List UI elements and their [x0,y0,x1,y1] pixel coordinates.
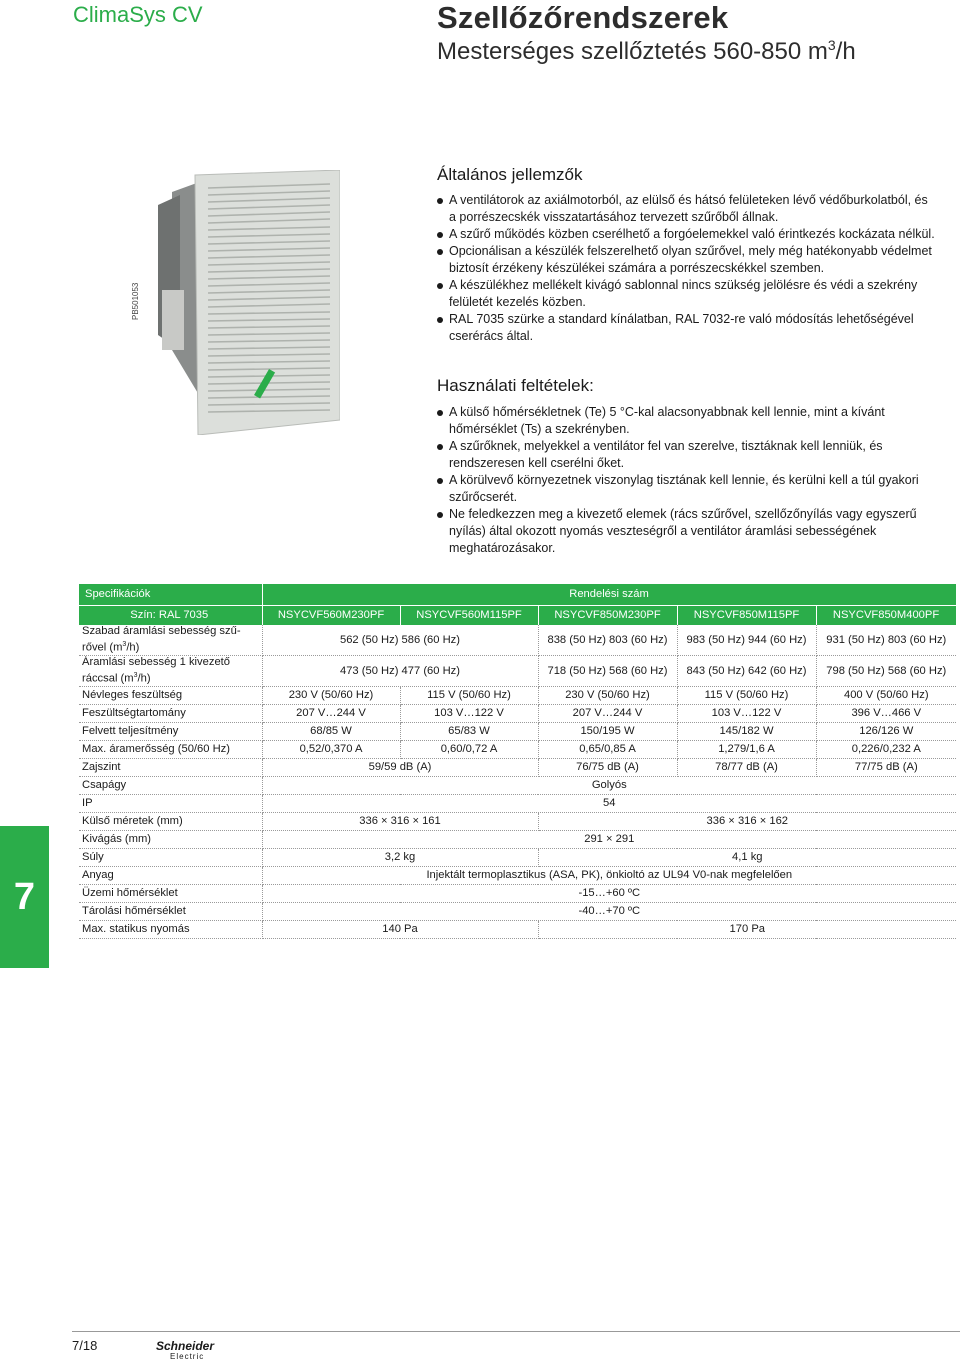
usage-heading: Használati feltételek: [437,376,594,395]
cell: 68/85 W [262,723,400,741]
row-label: Szabad áramlási sebesség szű-rővel $(m^3/h)$ [79,625,262,656]
order-header: Rendelési szám [262,584,956,606]
bullet-icon [437,283,443,289]
model-header: NSYCVF560M115PF [400,606,538,626]
list-item: A szűrő működés közben cserélhető a forgóelemekkel való érintkezés kockázata nélkül. [437,226,937,243]
table-columns-row [79,606,956,626]
cell: 65/83 W [400,723,538,741]
bullet-icon [437,512,443,518]
svg-text:Schneider: Schneider [156,1339,215,1353]
list-item: RAL 7035 szürke a standard kínálatban, RAL 7032-re való módosítás lehetőségével cserérács által. [437,311,937,345]
chapter-tab: 7 [0,826,49,968]
list-item: Opcionálisan a készülék felszerelhető olyan szűrővel, mely még hatékonyabb védelmet biztosít érzékeny készülékei számára a porrészecskékkel szemben. [437,243,937,277]
cell: 115 V (50/60 Hz) [677,687,816,705]
row-label: Üzemi hőmérséklet [79,885,262,903]
cell: 103 V…122 V [677,705,816,723]
cell: 0,52/0,370 A [262,741,400,759]
cell: 798 (50 Hz) 568 (60 Hz) [816,656,956,687]
cell: 0,65/0,85 A [538,741,677,759]
row-label: Áramlási sebesség 1 kivezető ráccsal $(m^3/h)$ [79,656,262,687]
model-header: NSYCVF850M115PF [677,606,816,626]
cell: 230 V (50/60 Hz) [262,687,400,705]
page-title: Szellőzőrendszerek [437,0,729,35]
table-row [79,741,956,759]
cell: 126/126 W [816,723,956,741]
cell: 76/75 dB (A) [538,759,677,777]
page-subtitle: Mesterséges szellőztetés 560-850 $m^3/h$ [437,37,856,65]
table-row [79,831,956,849]
row-label: Külső méretek (mm) [79,813,262,831]
table-header-row [79,584,956,606]
list-item: A ventilátorok az axiálmotorból, az elülső és hátsó felületeken lévő védőburkolatból, és a porrészecskék visszatartásához tervezett szűrőből állnak. [437,192,937,226]
table-row [79,656,956,687]
table-row [79,687,956,705]
row-label: Max. áramerősség (50/60 Hz) [79,741,262,759]
cell: 983 (50 Hz) 944 (60 Hz) [677,625,816,656]
cell: -40…+70 ºC [262,903,956,921]
cell: 140 Pa [262,921,538,939]
cell: 77/75 dB (A) [816,759,956,777]
list-item: A körülvevő környezetnek viszonylag tisztának kell lennie, és kerülni kell a túl gyakori szűrőcserét. [437,472,937,506]
row-label: IP [79,795,262,813]
cell: 4,1 kg [538,849,956,867]
cell: Injektált termoplasztikus (ASA, PK), önkioltó az UL94 V0-nak megfelelően [262,867,956,885]
cell: 54 [262,795,956,813]
photo-code: PB501053 [131,282,140,320]
page-number: 7/18 [72,1338,98,1353]
row-label: Anyag [79,867,262,885]
model-header: NSYCVF850M230PF [538,606,677,626]
cell: 59/59 dB (A) [262,759,538,777]
row-label: Névleges feszültség [79,687,262,705]
cell: Golyós [262,777,956,795]
cell: 103 V…122 V [400,705,538,723]
model-header: NSYCVF850M400PF [816,606,956,626]
cell: 931 (50 Hz) 803 (60 Hz) [816,625,956,656]
cell: 78/77 dB (A) [677,759,816,777]
bullet-icon [437,410,443,416]
row-label: Feszültségtartomány [79,705,262,723]
cell: 396 V…466 V [816,705,956,723]
list-item: Ne feledkezzen meg a kivezető elemek (rács szűrővel, szellőzőnyílás vagy egyszerű nyílás) által okozott nyomás veszteségről a ventilátor áramlási sebességének meghatározásakor. [437,506,937,557]
spec-table [79,584,957,939]
cell: 230 V (50/60 Hz) [538,687,677,705]
footer-divider [72,1331,960,1332]
table-row [79,903,956,921]
cell: -15…+60 ºC [262,885,956,903]
general-heading: Általános jellemzők [437,165,583,184]
svg-text:Electric: Electric [170,1352,205,1361]
row-label: Max. statikus nyomás [79,921,262,939]
list-item: A külső hőmérsékletnek (Te) 5 °C-kal alacsonyabbnak kell lennie, mint a kívánt hőmérséklet (Ts) a szekrényben. [437,404,937,438]
table-row [79,867,956,885]
cell: 3,2 kg [262,849,538,867]
table-row [79,885,956,903]
general-list [437,192,937,345]
spec-header: Specifikációk [79,584,262,606]
table-row [79,795,956,813]
model-header: NSYCVF560M230PF [262,606,400,626]
table-row [79,723,956,741]
bullet-icon [437,317,443,323]
cell: 843 (50 Hz) 642 (60 Hz) [677,656,816,687]
cell: 336 × 316 × 162 [538,813,956,831]
bullet-icon [437,478,443,484]
brand-name: ClimaSys CV [73,2,203,27]
bullet-icon [437,444,443,450]
cell: 0,60/0,72 A [400,741,538,759]
cell: 718 (50 Hz) 568 (60 Hz) [538,656,677,687]
table-row [79,705,956,723]
table-row [79,759,956,777]
cell: 207 V…244 V [262,705,400,723]
table-row [79,777,956,795]
row-label: Tárolási hőmérséklet [79,903,262,921]
usage-list [437,404,937,557]
list-item: A szűrőknek, melyekkel a ventilátor fel van szerelve, tisztáknak kell lenniük, és rendszeresen kell cserélni őket. [437,438,937,472]
row-label: Zajszint [79,759,262,777]
row-label: Kivágás (mm) [79,831,262,849]
bullet-icon [437,249,443,255]
cell: 562 (50 Hz) 586 (60 Hz) [262,625,538,656]
table-row [79,625,956,656]
table-row [79,849,956,867]
cell: 400 V (50/60 Hz) [816,687,956,705]
row-label: Súly [79,849,262,867]
cell: 291 × 291 [262,831,956,849]
row-label: Csapágy [79,777,262,795]
cell: 145/182 W [677,723,816,741]
cell: 473 (50 Hz) 477 (60 Hz) [262,656,538,687]
cell: 1,279/1,6 A [677,741,816,759]
cell: 150/195 W [538,723,677,741]
bullet-icon [437,198,443,204]
color-header: Szín: RAL 7035 [79,606,262,626]
list-item: A készülékhez mellékelt kivágó sablonnal nincs szükség jelölésre és védi a szekrény felületét kezelés közben. [437,277,937,311]
table-row [79,921,956,939]
row-label: Felvett teljesítmény [79,723,262,741]
bullet-icon [437,232,443,238]
table-row [79,813,956,831]
cell: 336 × 316 × 161 [262,813,538,831]
cell: 838 (50 Hz) 803 (60 Hz) [538,625,677,656]
cell: 207 V…244 V [538,705,677,723]
fan-product-image [150,170,340,435]
cell: 115 V (50/60 Hz) [400,687,538,705]
schneider-logo [156,1339,236,1361]
cell: 170 Pa [538,921,956,939]
cell: 0,226/0,232 A [816,741,956,759]
